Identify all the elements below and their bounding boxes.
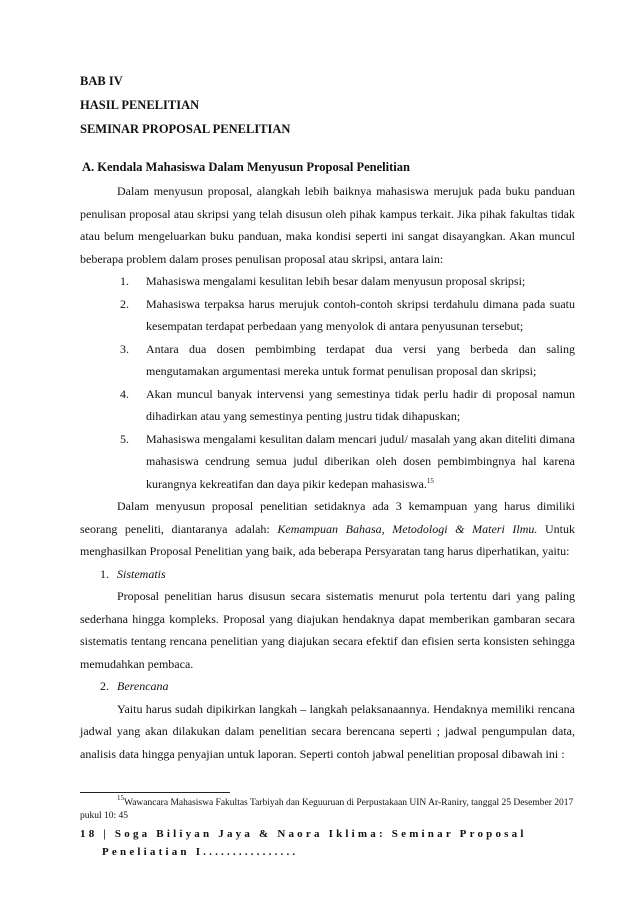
chapter-label: BAB IV <box>80 74 123 88</box>
page-footer <box>80 825 575 861</box>
subheading-berencana: 2. Berencana <box>100 679 169 693</box>
footnote-divider <box>80 792 230 793</box>
footnote-reference: 15 <box>426 476 434 485</box>
paragraph-intro: Dalam menyusun proposal, alangkah lebih baiknya mahasiswa merujuk pada buku panduan penulisan proposal atau skripsi yang telah disusun oleh pihak kampus terkait. Jika pihak fakultas tidak atau belum mengeluarkan buku panduan, maka kondisi seperti ini sangat disayangkan. Akan muncul beberapa problem dalam proses penulisan proposal atau skripsi, antara lain: <box>80 184 575 266</box>
abilities-italic: Kemampuan Bahasa, Metodologi & Materi Ilmu. <box>277 521 538 536</box>
footnote: $^{15}$Wawancara Mahasiswa Fakultas Tarbiyah dan Keguuruan di Perpustakaan UIN Ar-Raniry, tanggal 25 Desember 2017 pukul 10: 45 <box>80 794 574 821</box>
section-heading: A. Kendala Mahasiswa Dalam Menyusun Proposal Penelitian <box>82 160 410 174</box>
body-text <box>80 180 575 765</box>
list-item: 2. Mahasiswa terpaksa harus merujuk contoh-contoh skripsi terdahulu dimana pada suatu kesempatan terdapat perbedaan yang menyolok di antara penyusunan tersebut; <box>120 296 575 333</box>
list-item: 5. Mahasiswa mengalami kesulitan dalam mencari judul/ masalah yang akan diteliti dimana mahasiswa cendrung semua judul diberikan oleh dosen pembimbingnya hal karena kurangnya kekreatifan dan daya pikir kedepan mahasiswa.$^{15}$ <box>120 431 575 491</box>
footer-line-2: Peneliatian I................ <box>102 846 299 858</box>
footnote-mark: 15 <box>117 794 124 802</box>
paragraph-abilities: Dalam menyusun proposal penelitian setidaknya ada 3 kemampuan yang harus dimiliki seorang peneliti, diantaranya adalah: Kemampuan Bahasa, Metodologi & Materi Ilmu. Untuk menghasilkan Proposal Penelitian yang baik, ada beberapa Persyaratan tang harus diperhatikan, yaitu: <box>80 499 575 558</box>
list-item: 4. Akan muncul banyak intervensi yang semestinya tidak perlu hadir di proposal namun dihadirkan atau yang semestinya penting justru tidak dihapuskan; <box>120 386 575 423</box>
chapter-subtitle: SEMINAR PROPOSAL PENELITIAN <box>80 122 291 136</box>
paragraph-berencana: Yaitu harus sudah dipikirkan langkah – langkah pelaksanaannya. Hendaknya memiliki rencana jadwal yang akan dilakukan dalam penelitian secara berencana seperti ; jadwal pengumpulan data, analisis data hingga penyajian untuk laporan. Seperti contoh jabwal penelitian proposal dibawah ini : <box>80 701 575 761</box>
paragraph-sistematis: Proposal penelitian harus disusun secara sistematis menurut pola tertentu dari yang paling sederhana hingga kompleks. Proposal yang diajukan hendaknya dapat memberikan gambaran secara sistematis tentang rencana penelitian yang diajukan secara efektif dan efisien serta konsisten sehingga memudahkan pembaca. <box>80 589 575 671</box>
subheading-sistematis: 1. Sistematis <box>100 566 166 581</box>
chapter-title: HASIL PENELITIAN <box>80 98 200 112</box>
list-item: 3. Antara dua dosen pembimbing terdapat dua versi yang berbeda dan saling mengutamakan argumentasi mereka untuk format penulisan proposal dan skripsi; <box>120 341 575 378</box>
problem-list <box>80 270 575 495</box>
list-item: 1. Mahasiswa mengalami kesulitan lebih besar dalam menyusun proposal skripsi; <box>120 274 526 288</box>
footer-line-1: 18 | Soga Biliyan Jaya & Naora Iklima: Seminar Proposal <box>80 828 527 840</box>
